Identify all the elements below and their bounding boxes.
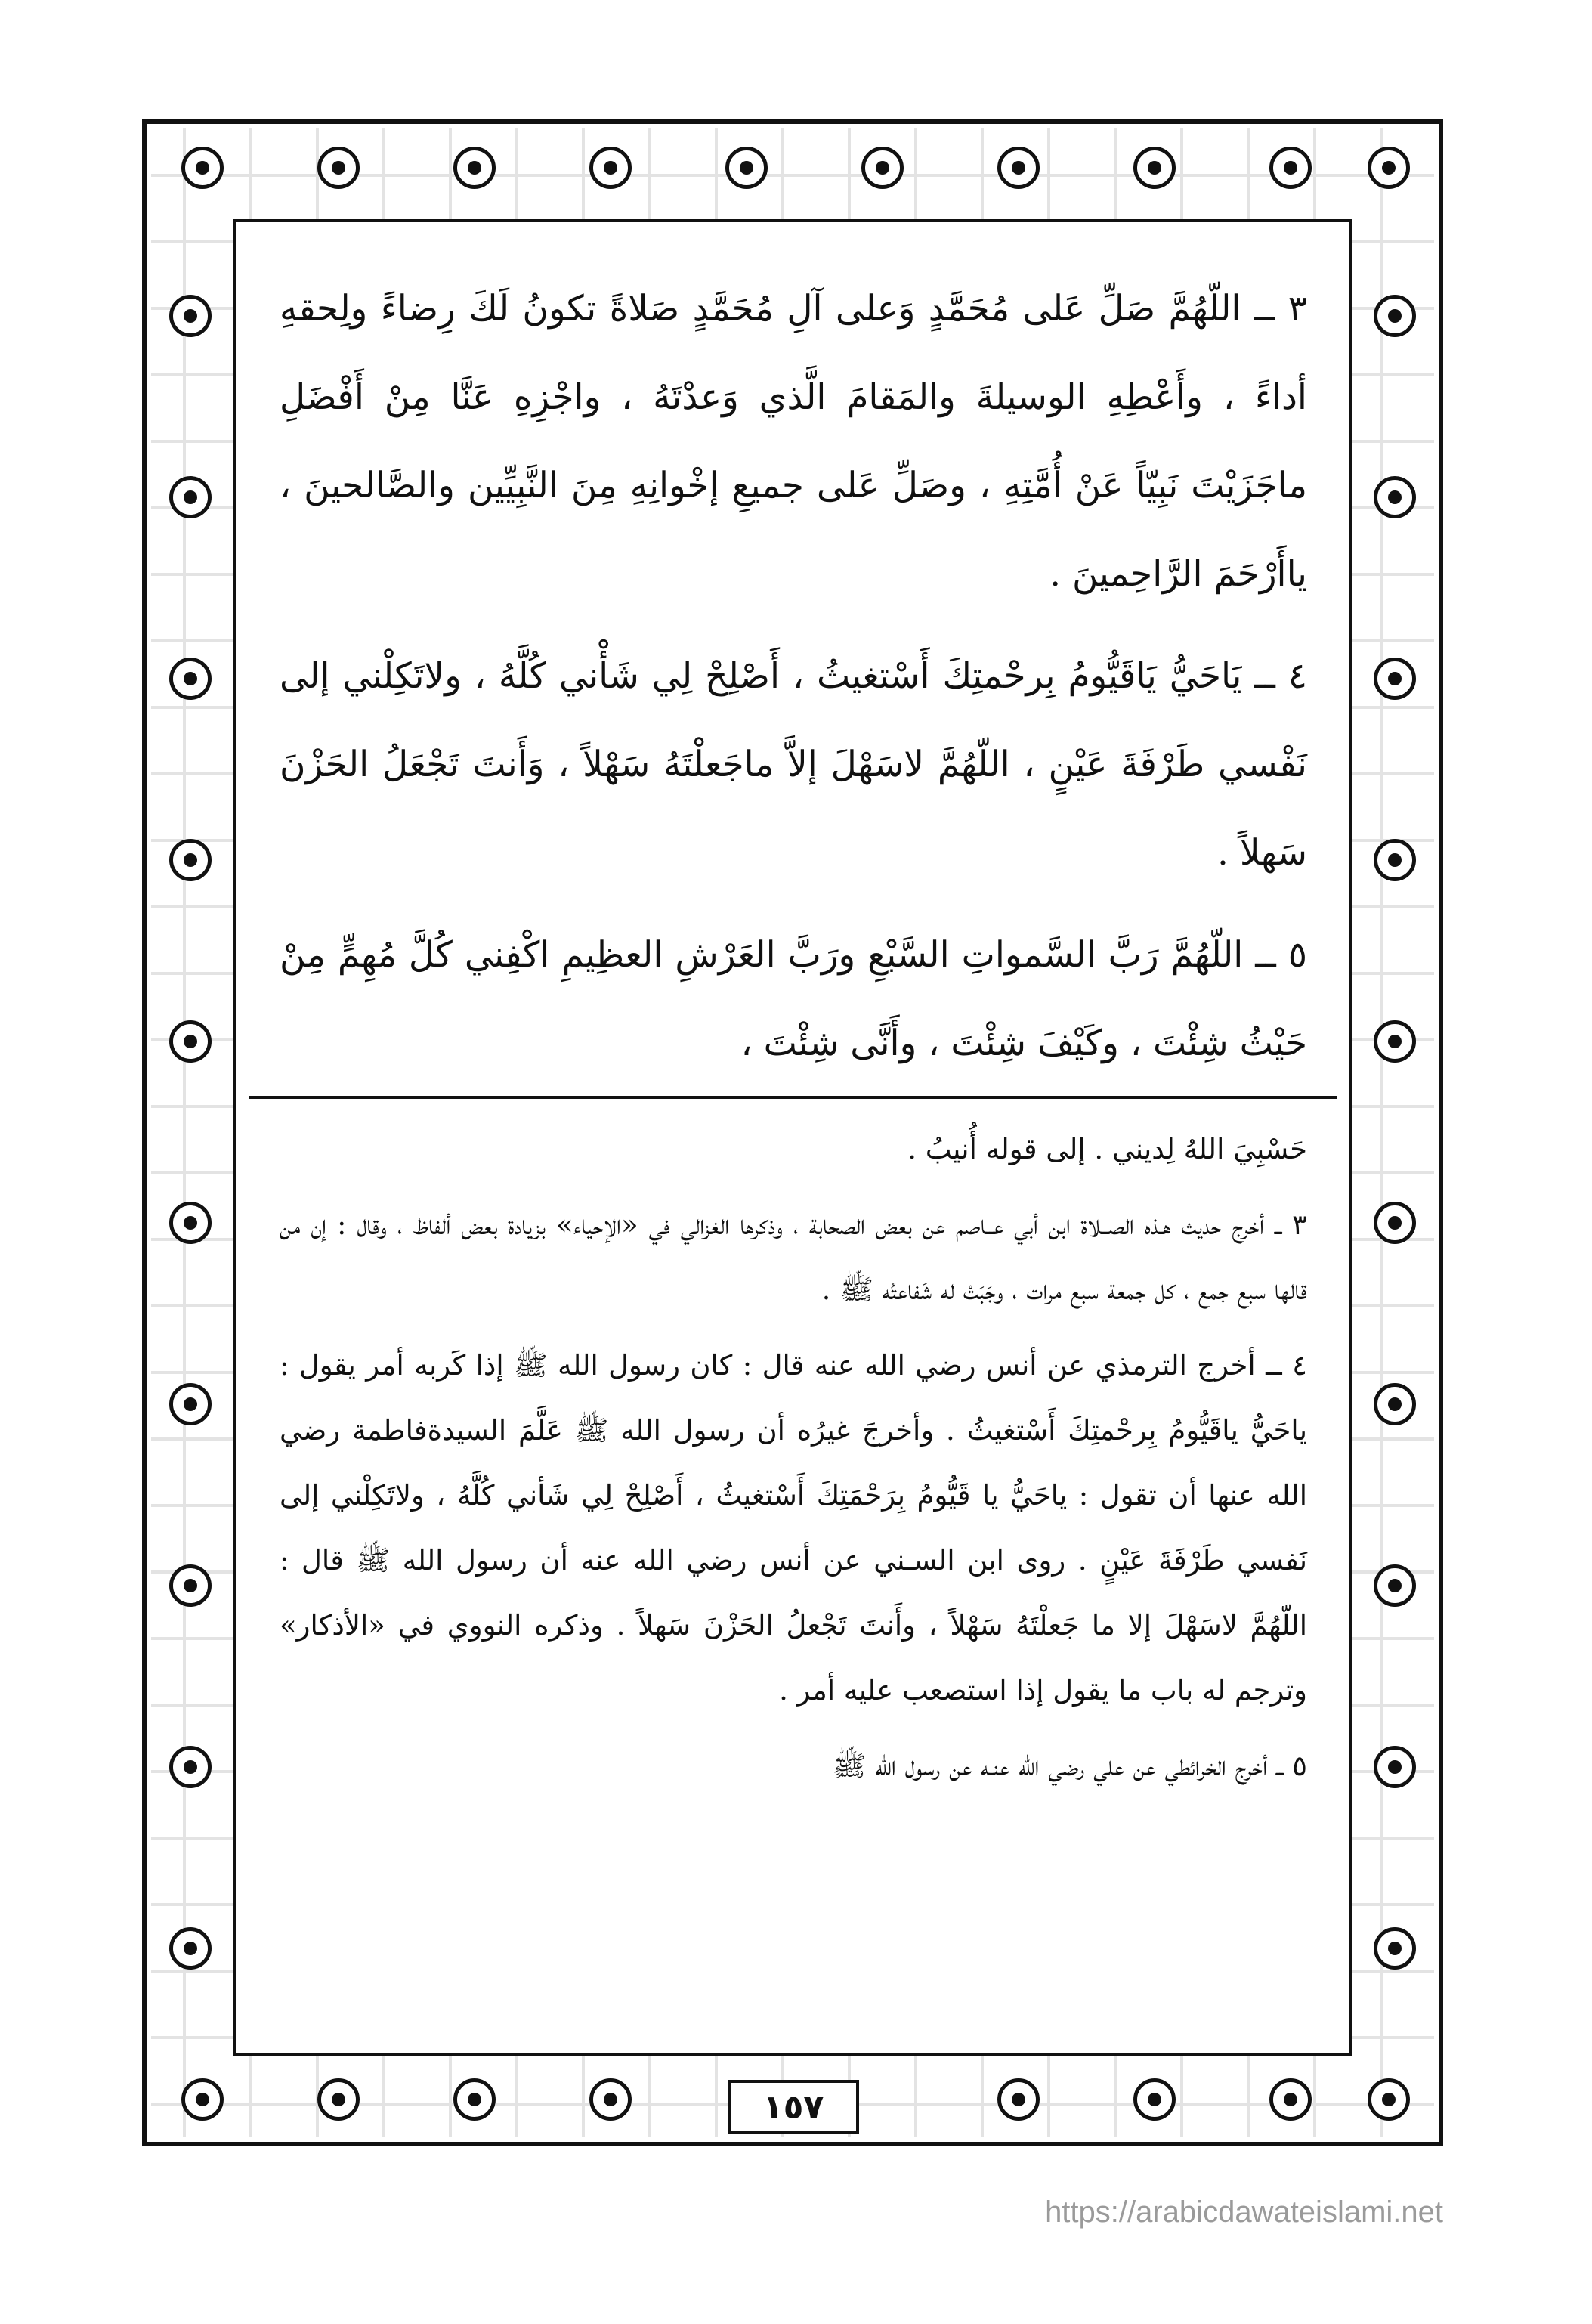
- footnote-paragraph: حَسْبِيَ اللهُ لِديني . إلى قوله أُنيبُ .: [907, 1133, 1307, 1165]
- main-paragraph: ٤ ــ يَاحَيُّ يَاقَيُّومُ بِرحْمتِكَ أَسْتغيثُ ، أَصْلِحْ لِي شَأْني كُلَّهُ ، ولاتَكِلْني إلى نَفْسي طَرْفَةَ عَيْنٍ ، اللّهُمَّ لاسَهْلَ إلاَّ ماجَعلْتَهُ سَهْلاً ، وَأَنتَ تَجْعَلُ الحَزْنَ سَهلاً .: [280, 655, 1307, 874]
- flower-ornament-icon: [1368, 2078, 1410, 2121]
- footnote-divider: [249, 1096, 1337, 1099]
- page-number: ١٥٧: [728, 2080, 859, 2134]
- footnote-paragraph: ٤ ــ أخرج الترمذي عن أنس رضي الله عنه قال : كان رسول الله ﷺ إذا كَربه أمر يقول : ياحَيُّ ياقَيُّومُ بِرحْمتِكَ أَسْتغيثُ . وأخرجَ غيرُه أن رسول الله ﷺ عَلَّمَ السيدةفاطمة رضي الله عنها أن تقول : ياحَيُّ يا قَيُّومُ بِرَحْمَتِكَ أَسْتغيثُ ، أَصْلِحْ لِي شَأني كُلَّهُ ، ولاتَكِلْني إلى نَفسي طَرْفَةَ عَيْنٍ . روى ابن السـني عن أنس رضي الله عنه أن رسول الله ﷺ قال : اللّهُمَّ لاسَهْلَ إلا ما جَعلْتَهُ سَهْلاً ، وأَنتَ تَجْعلُ الحَزْنَ سَهلاً . وذكره النووي في «الأذكار» وترجم له باب ما يقول إذا استصعب عليه أمر .: [280, 1349, 1307, 1707]
- flower-ornament-icon: [1374, 1202, 1416, 1244]
- flower-ornament-icon: [1374, 476, 1416, 518]
- flower-ornament-icon: [1133, 147, 1176, 189]
- footnotes: [280, 1117, 1307, 1809]
- flower-ornament-icon: [181, 147, 224, 189]
- flower-ornament-icon: [1133, 2078, 1176, 2121]
- flower-ornament-icon: [725, 147, 768, 189]
- flower-ornament-icon: [1374, 658, 1416, 700]
- flower-ornament-icon: [169, 1020, 212, 1063]
- flower-ornament-icon: [169, 295, 212, 337]
- main-paragraph: ٥ ــ اللّهُمَّ رَبَّ السَّمواتِ السَّبْعِ ورَبَّ العَرْشِ العظِيمِ اكْفِني كُلَّ مُهِمٍّ مِنْ حَيْثُ شِئْتَ ، وكَيْفَ شِئْتَ ، وأَنَّى شِئْتَ ،: [280, 934, 1307, 1064]
- flower-ornament-icon: [317, 2078, 360, 2121]
- flower-ornament-icon: [1269, 147, 1312, 189]
- flower-ornament-icon: [169, 1383, 212, 1425]
- flower-ornament-icon: [861, 147, 904, 189]
- flower-ornament-icon: [1374, 1927, 1416, 1970]
- flower-ornament-icon: [1374, 1020, 1416, 1063]
- footnote-paragraph: ٣ ــ أخرج حديث هـذه الصــلاة ابن أبي عــاصم عن بعض الصحابة ، وذكرها الغزالي في «الإحياء» بزيادة بعض ألفاظ ، وقال : إن من قالها سبع جمع ، كل جمعة سبع مرات ، وجَبَتْ له شَفاعتُه ﷺ .: [280, 1208, 1307, 1306]
- flower-ornament-icon: [169, 476, 212, 518]
- flower-ornament-icon: [453, 147, 496, 189]
- flower-ornament-icon: [1374, 295, 1416, 337]
- flower-ornament-icon: [181, 2078, 224, 2121]
- flower-ornament-icon: [169, 1927, 212, 1970]
- flower-ornament-icon: [169, 839, 212, 881]
- flower-ornament-icon: [169, 1746, 212, 1788]
- main-text: [280, 265, 1307, 1101]
- flower-ornament-icon: [169, 658, 212, 700]
- flower-ornament-icon: [589, 2078, 632, 2121]
- flower-ornament-icon: [453, 2078, 496, 2121]
- flower-ornament-icon: [997, 147, 1040, 189]
- flower-ornament-icon: [997, 2078, 1040, 2121]
- flower-ornament-icon: [1374, 1564, 1416, 1607]
- flower-ornament-icon: [1374, 1383, 1416, 1425]
- main-paragraph: ٣ ــ اللّهُمَّ صَلِّ عَلى مُحَمَّدٍ وَعلى آلِ مُحَمَّدٍ صَلاةً تكونُ لَكَ رِضاءً ولِحقهِ أداءً ، وأَعْطِهِ الوسيلةَ والمَقامَ الَّذي وَعدْتَهُ ، واجْزِهِ عَنَّا مِنْ أَفْضَلِ ماجَزَيْتَ نَبِيّاً عَنْ أُمَّتِهِ ، وصَلِّ عَلى جميعِ إخْوانِهِ مِنَ النَّبِيِّين والصَّالحينَ ، ياأَرْحَمَ الرَّاحِمينَ .: [280, 288, 1307, 595]
- flower-ornament-icon: [169, 1202, 212, 1244]
- footnote-paragraph: ٥ ــ أخرج الخرائطي عن علي رضي الله عنـه عن رسول الله ﷺ: [832, 1750, 1307, 1782]
- flower-ornament-icon: [1374, 1746, 1416, 1788]
- watermark-url: https://arabicdawateislami.net: [1045, 2196, 1443, 2229]
- flower-ornament-icon: [169, 1564, 212, 1607]
- flower-ornament-icon: [317, 147, 360, 189]
- flower-ornament-icon: [1374, 839, 1416, 881]
- flower-ornament-icon: [589, 147, 632, 189]
- flower-ornament-icon: [1368, 147, 1410, 189]
- flower-ornament-icon: [1269, 2078, 1312, 2121]
